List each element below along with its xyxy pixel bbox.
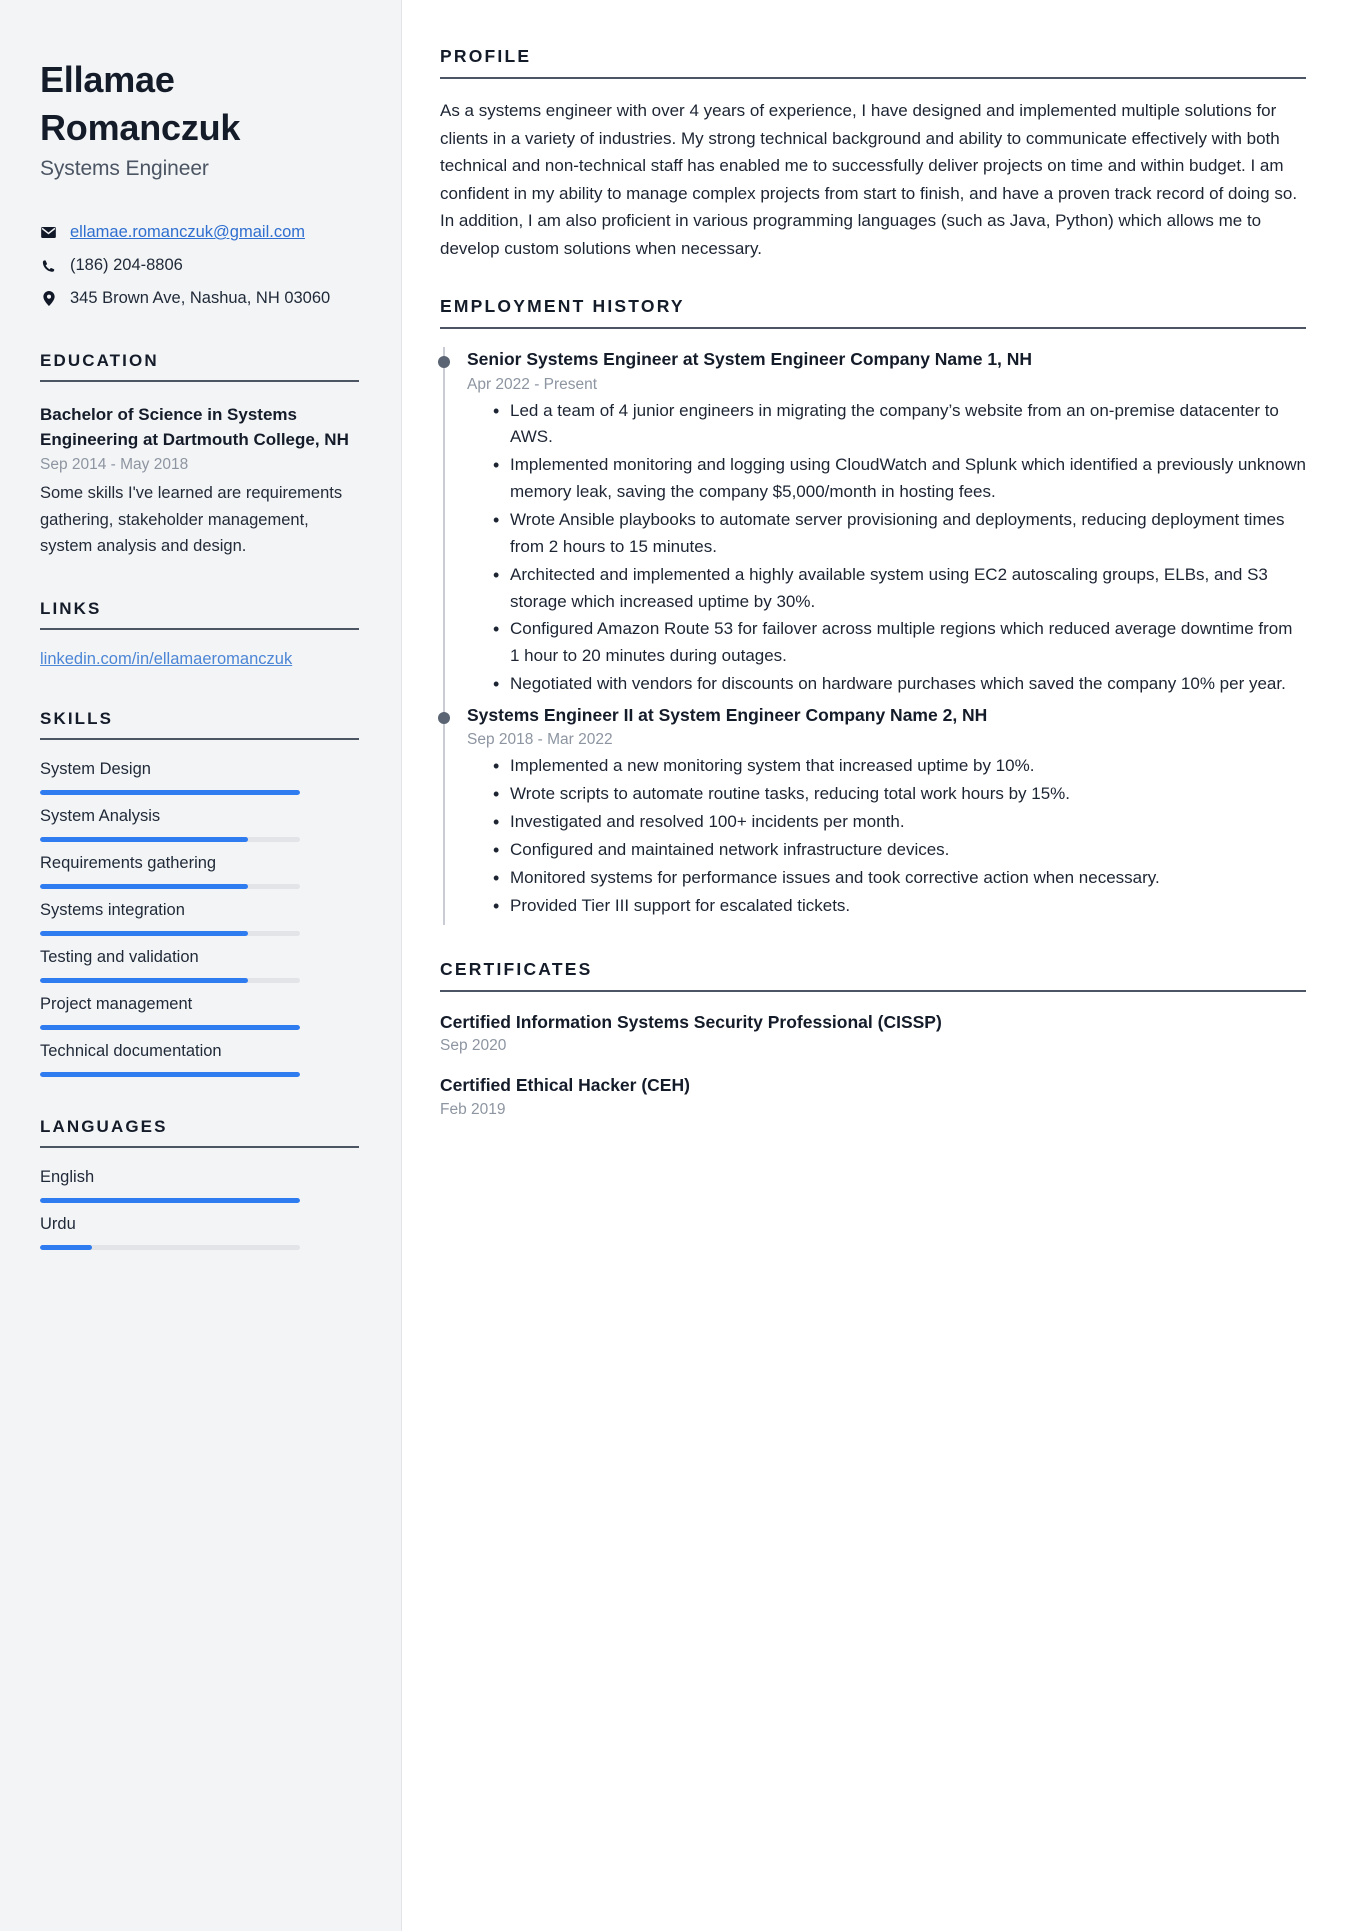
employment-bullet: • Implemented monitoring and logging using CloudWatch and Splunk which identified a previously unknown memory leak, saving the company $5,000/month in hosting fees. <box>493 452 1306 506</box>
language-label: Urdu <box>40 1215 76 1234</box>
education-dates: Sep 2014 - May 2018 <box>40 456 189 474</box>
sidebar <box>0 0 402 1931</box>
skill-level-fill <box>40 1025 300 1030</box>
employment-bullet: • Configured and maintained network infrastructure devices. <box>493 837 1306 864</box>
education-entry <box>40 402 359 559</box>
email-link[interactable]: ellamae.romanczuk@gmail.com <box>70 223 305 242</box>
language-item <box>40 1215 359 1250</box>
profile-section <box>440 46 1306 262</box>
section-divider <box>40 1146 359 1148</box>
profile-text: As a systems engineer with over 4 years of experience, I have designed and implemented multiple solutions for clients in a variety of industries. My strong technical background and ability to communicate effectively with both technical and non-technical staff has enabled me to successfully deliver projects on time and within budget. I am confident in my ability to manage complex projects from start to finish, and have a proven track record of doing so. In addition, I am also proficient in various programming languages (such as Java, Python) which allows me to develop custom solutions when necessary. <box>440 101 1298 258</box>
employment-bullet: • Architected and implemented a highly available system using EC2 autoscaling groups, ELBs, and S3 storage which increased uptime by 30%. <box>493 562 1306 616</box>
education-section <box>40 351 359 559</box>
languages-list <box>40 1168 359 1250</box>
employment-job-title: Senior Systems Engineer at System Engineer Company Name 1, NH <box>467 349 1033 370</box>
education-section-title: EDUCATION <box>40 350 159 370</box>
skill-level-track <box>40 790 300 795</box>
section-divider <box>40 738 359 740</box>
language-level-fill <box>40 1198 300 1203</box>
skill-item <box>40 760 359 795</box>
skill-item <box>40 854 359 889</box>
skill-level-fill <box>40 790 300 795</box>
employment-bullet: • Led a team of 4 junior engineers in migrating the company’s website from an on-premise datacenter to AWS. <box>493 398 1306 452</box>
contact-address-row <box>40 287 359 311</box>
certificate-name: Certified Ethical Hacker (CEH) <box>440 1075 690 1096</box>
skill-level-track <box>40 978 300 983</box>
timeline-line <box>443 703 445 925</box>
certificates-section <box>440 959 1306 1119</box>
contact-email-row <box>40 221 359 245</box>
certificate-entry <box>440 1073 1306 1119</box>
employment-section <box>440 296 1306 924</box>
employment-bullet: • Implemented a new monitoring system that increased uptime by 10%. <box>493 753 1306 780</box>
skills-section <box>40 709 359 1077</box>
education-description: Some skills I've learned are requirements gathering, stakeholder management, system analysis and design. <box>40 484 343 555</box>
section-divider <box>40 628 359 630</box>
skill-label: Systems integration <box>40 901 185 920</box>
skill-level-track <box>40 884 300 889</box>
skills-list <box>40 760 359 1077</box>
skill-level-fill <box>40 884 248 889</box>
languages-section <box>40 1117 359 1250</box>
language-item <box>40 1168 359 1203</box>
employment-bullet: • Provided Tier III support for escalated tickets. <box>493 893 1306 920</box>
education-degree: Bachelor of Science in Systems Engineering at Dartmouth College, NH <box>40 404 349 449</box>
employment-dates: Apr 2022 - Present <box>467 375 598 393</box>
timeline-line <box>443 347 445 703</box>
skill-item <box>40 1042 359 1077</box>
language-level-track <box>40 1245 300 1250</box>
skill-item <box>40 901 359 936</box>
timeline-dot-icon <box>438 712 450 724</box>
employment-job-title: Systems Engineer II at System Engineer Company Name 2, NH <box>467 705 988 726</box>
candidate-job-title: Systems Engineer <box>40 157 209 181</box>
links-section-title: LINKS <box>40 599 102 619</box>
links-section <box>40 599 359 669</box>
candidate-name-line1: Ellamae <box>40 59 175 100</box>
employment-bullet: • Monitored systems for performance issues and took corrective action when necessary. <box>493 865 1306 892</box>
skill-label: System Analysis <box>40 807 161 826</box>
employment-bullet: • Configured Amazon Route 53 for failover across multiple regions which reduced average downtime from 1 hour to 20 minutes during outages. <box>493 616 1306 670</box>
skill-label: System Design <box>40 760 151 779</box>
employment-timeline <box>440 347 1306 924</box>
certificate-date: Feb 2019 <box>440 1100 506 1118</box>
certificates-list <box>440 1010 1306 1119</box>
name-block <box>40 56 359 181</box>
skill-level-track <box>40 1025 300 1030</box>
certificate-date: Sep 2020 <box>440 1037 507 1055</box>
contact-phone-row <box>40 254 359 278</box>
phone-icon <box>40 259 57 273</box>
envelope-icon <box>40 227 57 238</box>
address-value: 345 Brown Ave, Nashua, NH 03060 <box>70 288 331 307</box>
skills-section-title: SKILLS <box>40 709 114 729</box>
skill-item <box>40 807 359 842</box>
section-divider <box>40 380 359 382</box>
candidate-name-line2: Romanczuk <box>40 106 241 148</box>
employment-section-title: EMPLOYMENT HISTORY <box>440 296 685 317</box>
skill-item <box>40 995 359 1030</box>
skill-label: Requirements gathering <box>40 854 217 873</box>
skill-level-track <box>40 931 300 936</box>
timeline-dot-icon <box>438 356 450 368</box>
employment-bullet: • Wrote scripts to automate routine tasks, reducing total work hours by 15%. <box>493 781 1306 808</box>
linkedin-link[interactable]: linkedin.com/in/ellamaeromanczuk <box>40 650 293 669</box>
skill-label: Technical documentation <box>40 1042 222 1061</box>
employment-bullet: • Negotiated with vendors for discounts on hardware purchases which saved the company 10% per year. <box>493 671 1306 698</box>
skill-level-track <box>40 1072 300 1077</box>
skill-label: Project management <box>40 995 193 1014</box>
employment-bullet-list <box>467 753 1306 919</box>
contact-list <box>40 221 359 311</box>
location-pin-icon <box>40 291 57 306</box>
section-divider <box>440 327 1306 329</box>
skill-item <box>40 948 359 983</box>
certificates-section-title: CERTIFICATES <box>440 958 593 979</box>
skill-level-fill <box>40 931 248 936</box>
employment-bullet: • Wrote Ansible playbooks to automate server provisioning and deployments, reducing deployment times from 2 hours to 15 minutes. <box>493 507 1306 561</box>
section-divider <box>440 77 1306 79</box>
skill-level-fill <box>40 1072 300 1077</box>
employment-bullet-list <box>467 398 1306 698</box>
languages-section-title: LANGUAGES <box>40 1117 168 1137</box>
employment-entry <box>440 703 1306 925</box>
certificate-name: Certified Information Systems Security Professional (CISSP) <box>440 1011 942 1032</box>
certificate-entry <box>440 1010 1306 1056</box>
skill-level-fill <box>40 978 248 983</box>
phone-value: (186) 204-8806 <box>70 255 183 274</box>
language-level-fill <box>40 1245 92 1250</box>
skill-level-fill <box>40 837 248 842</box>
language-level-track <box>40 1198 300 1203</box>
section-divider <box>440 990 1306 992</box>
main-column <box>402 0 1366 1931</box>
skill-level-track <box>40 837 300 842</box>
language-label: English <box>40 1168 95 1187</box>
employment-entry <box>440 347 1306 703</box>
employment-bullet: • Investigated and resolved 100+ incidents per month. <box>493 809 1306 836</box>
employment-dates: Sep 2018 - Mar 2022 <box>467 731 613 749</box>
skill-label: Testing and validation <box>40 948 199 967</box>
profile-section-title: PROFILE <box>440 46 532 66</box>
